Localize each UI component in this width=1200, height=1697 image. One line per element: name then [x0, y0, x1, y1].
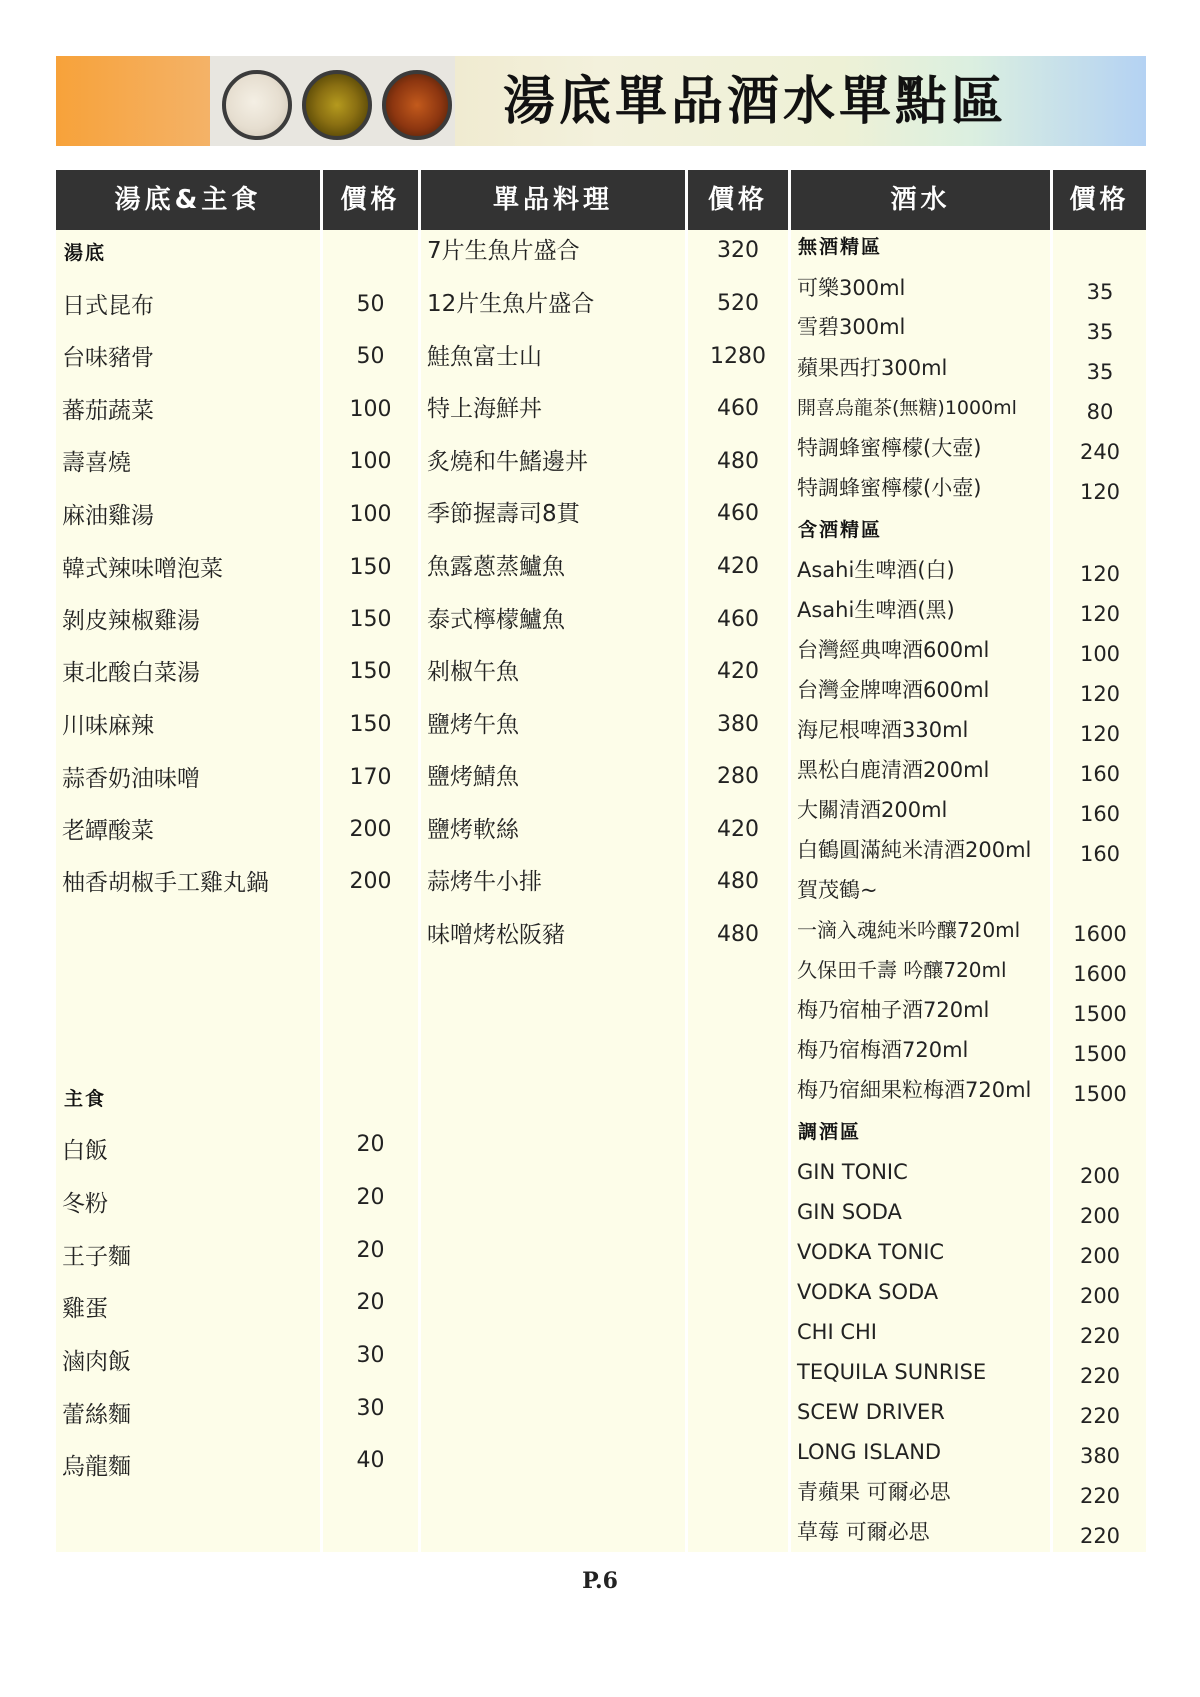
drink-item: VODKA TONIC [797, 1240, 945, 1264]
drink-price: 80 [1086, 400, 1114, 424]
menu-item: 日式昆布 [62, 293, 154, 319]
drink-item: 雪碧300ml [797, 315, 906, 339]
menu-price: 150 [349, 607, 392, 632]
drink-price: 1500 [1073, 1082, 1127, 1106]
drink-item: 一滴入魂純米吟釀720ml [797, 918, 1021, 942]
menu-item: 鹽烤午魚 [427, 712, 519, 738]
menu-item: 味噌烤松阪豬 [427, 922, 565, 948]
drink-item: 黑松白鹿清酒200ml [797, 758, 990, 782]
menu-price: 280 [717, 764, 759, 789]
menu-item: 鹽烤軟絲 [427, 817, 519, 843]
drink-item: 白鶴圓滿純米清酒200ml [797, 838, 1032, 862]
drink-price: 1600 [1073, 962, 1127, 986]
drink-price: 1500 [1073, 1042, 1127, 1066]
header-single-dishes: 單品料理 [421, 170, 685, 230]
menu-price: 460 [717, 607, 759, 632]
menu-price: 20 [356, 1132, 385, 1157]
menu-price: 420 [717, 659, 759, 684]
drink-price: 220 [1079, 1524, 1121, 1548]
section-staple: 主食 [64, 1088, 107, 1110]
header-drinks: 酒水 [791, 170, 1050, 230]
drink-item: 特調蜂蜜檸檬(大壺) [797, 436, 982, 460]
menu-price: 50 [356, 344, 385, 369]
menu-item: 鹽烤鯖魚 [427, 764, 519, 790]
menu-item: 韓式辣味噌泡菜 [62, 556, 223, 582]
drink-item: TEQUILA SUNRISE [797, 1360, 987, 1384]
drink-item: GIN TONIC [797, 1160, 908, 1184]
drink-item: GIN SODA [797, 1200, 902, 1224]
drink-price: 35 [1086, 360, 1114, 384]
drink-price: 220 [1079, 1404, 1121, 1428]
menu-item: 東北酸白菜湯 [62, 660, 200, 686]
menu-item: 雞蛋 [62, 1296, 108, 1322]
drink-item: LONG ISLAND [797, 1440, 942, 1464]
menu-price: 20 [356, 1290, 385, 1315]
menu-price: 460 [717, 396, 759, 421]
drink-price: 120 [1079, 682, 1121, 706]
drink-price: 35 [1086, 320, 1114, 344]
menu-price: 380 [717, 712, 759, 737]
drink-item: SCEW DRIVER [797, 1400, 945, 1424]
menu-item: 蕃茄蔬菜 [62, 398, 154, 424]
drink-price: 200 [1079, 1164, 1121, 1188]
menu-item: 特上海鮮丼 [427, 396, 542, 422]
menu-item: 魚露蔥蒸鱸魚 [427, 554, 565, 580]
drink-price: 220 [1079, 1484, 1121, 1508]
menu-price: 30 [356, 1343, 385, 1368]
drink-item: 青蘋果 可爾必思 [797, 1480, 951, 1504]
menu-item: 滷肉飯 [62, 1349, 131, 1375]
menu-price: 50 [356, 292, 385, 317]
drink-price: 200 [1079, 1244, 1121, 1268]
drink-price: 220 [1079, 1324, 1121, 1348]
drink-price: 160 [1079, 762, 1121, 786]
drink-item: 開喜烏龍茶(無糖)1000ml [797, 397, 1017, 419]
menu-price: 30 [356, 1396, 385, 1421]
header-price: 價格 [1053, 170, 1146, 230]
drink-item: 可樂300ml [797, 276, 906, 300]
menu-item: 烏龍麵 [62, 1454, 131, 1480]
menu-item: 蕾絲麵 [62, 1402, 131, 1428]
drink-price: 380 [1079, 1444, 1121, 1468]
menu-price: 170 [349, 765, 392, 790]
kombu-pot-image [222, 70, 292, 140]
menu-item: 12片生魚片盛合 [427, 291, 595, 317]
header-price: 價格 [688, 170, 788, 230]
drink-item: 海尼根啤酒330ml [797, 718, 969, 742]
drink-price: 120 [1079, 602, 1121, 626]
menu-item: 麻油雞湯 [62, 503, 154, 529]
menu-item: 7片生魚片盛合 [427, 238, 580, 264]
drink-price: 100 [1079, 642, 1121, 666]
curry-pot-image [302, 70, 372, 140]
drink-price: 35 [1086, 280, 1114, 304]
menu-item: 壽喜燒 [62, 450, 131, 476]
section-soup: 湯底 [64, 242, 107, 264]
drink-item: 特調蜂蜜檸檬(小壺) [797, 476, 982, 500]
drink-price: 160 [1079, 802, 1121, 826]
menu-price: 460 [717, 501, 759, 526]
menu-price: 40 [356, 1448, 385, 1473]
menu-price: 420 [717, 554, 759, 579]
drink-item: CHI CHI [797, 1320, 877, 1344]
page-number: P.6 [582, 1568, 618, 1594]
menu-price: 150 [349, 555, 392, 580]
drink-price: 120 [1079, 480, 1121, 504]
menu-item: 蒜烤牛小排 [427, 869, 542, 895]
drink-item: 台灣金牌啤酒600ml [797, 678, 990, 702]
drink-item: 草莓 可爾必思 [797, 1520, 930, 1544]
menu-price: 100 [349, 449, 392, 474]
menu-item: 老罈酸菜 [62, 818, 154, 844]
menu-price: 480 [717, 449, 759, 474]
menu-item: 白飯 [62, 1138, 108, 1164]
hotpot-photo [210, 56, 455, 146]
drink-item: 梅乃宿梅酒720ml [797, 1038, 969, 1062]
section-non-alcohol: 無酒精區 [798, 236, 883, 258]
drink-price: 120 [1079, 722, 1121, 746]
spicy-pot-image [382, 70, 452, 140]
drink-item: 梅乃宿細果粒梅酒720ml [797, 1078, 1032, 1102]
drink-item: 大關清酒200ml [797, 798, 948, 822]
drink-item: Asahi生啤酒(黑) [797, 598, 955, 622]
drinks-price-column [1053, 230, 1146, 1552]
drink-price: 240 [1079, 440, 1121, 464]
menu-price: 480 [717, 922, 759, 947]
menu-price: 1280 [710, 344, 766, 369]
menu-item: 炙燒和牛鰭邊丼 [427, 449, 588, 475]
menu-item: 台味豬骨 [62, 345, 154, 371]
drink-price: 1600 [1073, 922, 1127, 946]
menu-price: 200 [349, 869, 392, 894]
header-price: 價格 [323, 170, 418, 230]
menu-price: 520 [717, 291, 759, 316]
menu-item: 剝皮辣椒雞湯 [62, 608, 200, 634]
drink-item: VODKA SODA [797, 1280, 939, 1304]
drink-item: 梅乃宿柚子酒720ml [797, 998, 990, 1022]
menu-price: 480 [717, 869, 759, 894]
menu-price: 200 [349, 817, 392, 842]
banner-title: 湯底單品酒水單點區 [502, 71, 1007, 132]
drink-price: 200 [1079, 1284, 1121, 1308]
menu-item: 蒜香奶油味噌 [62, 766, 200, 792]
drink-price: 220 [1079, 1364, 1121, 1388]
drink-item: 台灣經典啤酒600ml [797, 638, 990, 662]
menu-item: 川味麻辣 [62, 713, 154, 739]
header-soup-staple: 湯底&主食 [56, 170, 320, 230]
menu-item: 季節握壽司8貫 [427, 501, 580, 527]
menu-price: 320 [717, 238, 759, 263]
section-alcohol: 含酒精區 [798, 519, 883, 541]
menu-item: 柚香胡椒手工雞丸鍋 [62, 870, 269, 896]
drink-price: 160 [1079, 842, 1121, 866]
menu-item: 王子麵 [62, 1244, 131, 1270]
drink-price: 200 [1079, 1204, 1121, 1228]
menu-price: 20 [356, 1238, 385, 1263]
drink-price: 1500 [1073, 1002, 1127, 1026]
drink-item: 蘋果西打300ml [797, 356, 948, 380]
menu-item: 剁椒午魚 [427, 659, 519, 685]
drink-price: 120 [1079, 562, 1121, 586]
menu-price: 100 [349, 397, 392, 422]
menu-item: 冬粉 [62, 1191, 108, 1217]
section-cocktail: 調酒區 [798, 1121, 862, 1143]
drink-item: 賀茂鶴~ [797, 878, 878, 902]
menu-item: 泰式檸檬鱸魚 [427, 607, 565, 633]
menu-price: 420 [717, 817, 759, 842]
menu-price: 150 [349, 712, 392, 737]
menu-item: 鮭魚富士山 [427, 344, 542, 370]
menu-price: 150 [349, 659, 392, 684]
menu-price: 20 [356, 1185, 385, 1210]
drink-item: Asahi生啤酒(白) [797, 558, 955, 582]
menu-price: 100 [349, 502, 392, 527]
drink-item: 久保田千壽 吟釀720ml [797, 958, 1007, 982]
